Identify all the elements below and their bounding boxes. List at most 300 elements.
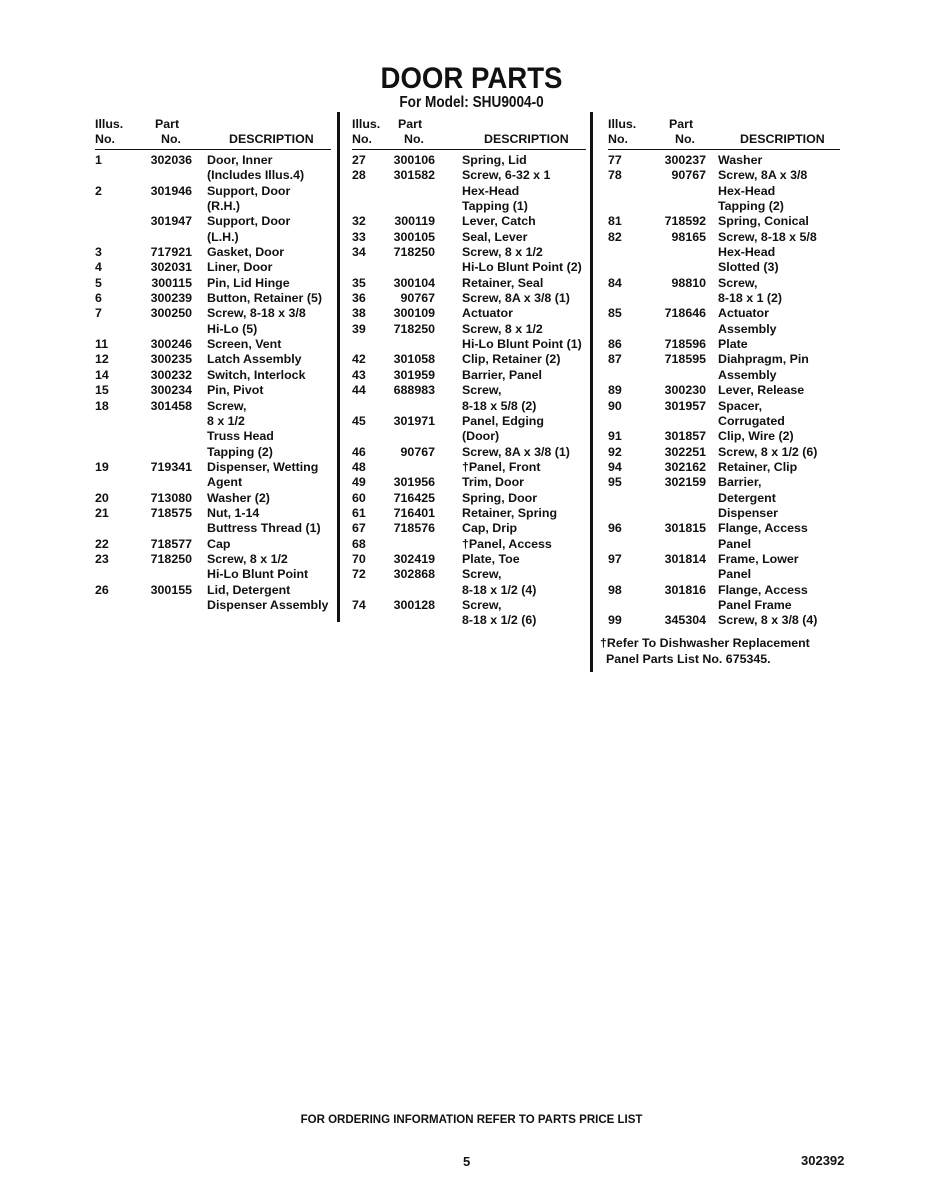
description-line: Clip, Retainer (2)	[462, 352, 561, 367]
header-illus: Illus.	[608, 117, 637, 131]
part-description	[462, 276, 586, 291]
part-number: 302036	[150, 153, 192, 167]
illus-number: 99	[608, 613, 622, 628]
description-line: Seal, Lever	[462, 229, 528, 244]
part-number: 718575	[150, 505, 192, 520]
part-description	[718, 552, 840, 583]
part-description	[207, 399, 331, 460]
part-number: 90767	[400, 291, 435, 306]
illus-number: 92	[608, 444, 622, 459]
description-line: Tapping (2)	[207, 444, 273, 459]
part-description	[462, 521, 586, 536]
table-row	[352, 168, 586, 214]
table-row	[608, 383, 840, 398]
table-row	[608, 214, 840, 229]
part-description	[718, 460, 840, 475]
header-illus: No.	[95, 132, 115, 146]
description-line: Cap	[207, 536, 231, 551]
description-line: Detergent	[718, 490, 776, 505]
part-number: 718576	[393, 521, 435, 536]
header-illus: No.	[608, 132, 628, 146]
part-number: 300128	[393, 597, 435, 612]
part-number: 345304	[664, 613, 706, 628]
table-row	[95, 276, 331, 291]
description-line: Screw, 6-32 x 1	[462, 168, 551, 183]
description-line: Barrier,	[718, 475, 762, 490]
part-number: 300234	[150, 383, 192, 398]
header-description: DESCRIPTION	[740, 132, 825, 146]
illus-number: 3	[95, 245, 102, 260]
table-row	[352, 368, 586, 383]
part-number: 717921	[150, 245, 192, 260]
illus-number: 6	[95, 291, 102, 306]
description-line: Support, Door	[207, 183, 291, 198]
header-part: Part	[398, 117, 423, 131]
part-description	[207, 506, 331, 537]
header-illus: No.	[352, 132, 372, 146]
part-description	[207, 245, 331, 260]
part-number: 718595	[664, 352, 706, 367]
part-number: 300105	[393, 229, 435, 244]
description-line: Spring, Lid	[462, 153, 527, 167]
table-row	[95, 537, 331, 552]
header-part: Part	[155, 117, 180, 131]
table-row	[95, 337, 331, 352]
part-number: 301946	[150, 183, 192, 198]
description-line: Tapping (1)	[462, 199, 528, 214]
description-line: Frame, Lower	[718, 551, 799, 566]
illus-number: 36	[352, 291, 366, 306]
table-row	[608, 168, 840, 214]
illus-number: 4	[95, 260, 102, 275]
part-description	[207, 214, 331, 245]
part-description	[718, 521, 840, 552]
table-row	[352, 521, 586, 536]
document-number: 302392	[801, 1153, 845, 1168]
description-line: Actuator	[462, 306, 513, 321]
part-number: 301857	[664, 429, 706, 444]
part-number: 301957	[664, 398, 706, 413]
description-line: Screw, 8 x 3/8 (4)	[718, 613, 818, 628]
illus-number: 33	[352, 229, 366, 244]
part-description	[462, 552, 586, 567]
part-number: 718646	[664, 306, 706, 321]
footnote	[600, 636, 810, 667]
illus-number: 97	[608, 551, 622, 566]
page-number: 5	[463, 1154, 471, 1169]
illus-number: 77	[608, 153, 622, 167]
part-number: 716425	[393, 490, 435, 505]
part-number: 718596	[664, 337, 706, 352]
illus-number: 44	[352, 383, 366, 398]
part-description	[462, 168, 586, 214]
description-line: Latch Assembly	[207, 352, 302, 367]
part-description	[718, 475, 840, 521]
description-line: Lever, Release	[718, 383, 805, 398]
part-description	[207, 460, 331, 491]
description-line: 8-18 x 1 (2)	[718, 291, 783, 306]
description-line: Clip, Wire (2)	[718, 429, 794, 444]
header-part: Part	[669, 117, 694, 131]
illus-number: 91	[608, 429, 622, 444]
description-line: Screw, 8 x 1/2 (6)	[718, 444, 818, 459]
description-line: Door, Inner	[207, 153, 273, 167]
description-line: Retainer, Clip	[718, 459, 798, 474]
header-part: No.	[161, 132, 181, 146]
description-line: Gasket, Door	[207, 245, 285, 260]
table-row	[95, 460, 331, 491]
part-number: 302251	[664, 444, 706, 459]
description-line: (L.H.)	[207, 229, 239, 244]
description-line: (R.H.)	[207, 199, 241, 214]
part-description	[718, 583, 840, 614]
column-header	[95, 116, 331, 150]
illus-number: 70	[352, 551, 366, 566]
illus-number: 27	[352, 153, 366, 167]
part-description	[462, 214, 586, 229]
part-description	[718, 168, 840, 214]
description-line: Panel	[718, 536, 752, 551]
table-row	[608, 429, 840, 444]
description-line: Screw, 8-18 x 5/8	[718, 229, 817, 244]
description-line: †Panel, Access	[462, 536, 552, 551]
header-part: No.	[404, 132, 424, 146]
part-number: 718250	[393, 321, 435, 336]
description-line: Screw,	[207, 398, 247, 413]
part-number: 300119	[394, 214, 435, 229]
parts-column	[608, 116, 840, 629]
part-number: 302419	[393, 551, 435, 566]
part-description	[718, 613, 840, 628]
illus-number: 61	[352, 505, 366, 520]
column-divider	[590, 112, 593, 672]
illus-number: 84	[608, 275, 622, 290]
part-number: 300115	[151, 275, 192, 290]
part-description	[718, 383, 840, 398]
description-line: 8-18 x 1/2 (4)	[462, 582, 537, 597]
description-line: Retainer, Seal	[462, 275, 544, 290]
part-description	[462, 230, 586, 245]
description-line: Washer (2)	[207, 490, 270, 505]
part-number: 301582	[393, 168, 435, 183]
description-line: Hi-Lo Blunt Point (1)	[462, 337, 582, 352]
illus-number: 1	[95, 153, 102, 167]
description-line: 8-18 x 1/2 (6)	[462, 613, 537, 628]
description-line: Panel Frame	[718, 597, 792, 612]
parts-column	[352, 116, 586, 629]
part-number: 301816	[664, 582, 706, 597]
illus-number: 82	[608, 229, 622, 244]
description-line: (Door)	[462, 429, 500, 444]
header-description: DESCRIPTION	[484, 132, 569, 146]
part-description	[462, 245, 586, 276]
table-row	[352, 475, 586, 490]
part-number: 302868	[393, 567, 435, 582]
table-row	[608, 153, 840, 168]
description-line: Actuator	[718, 306, 769, 321]
table-row	[95, 352, 331, 367]
header-illus: Illus.	[352, 117, 381, 131]
table-row	[352, 567, 586, 598]
part-number: 300250	[150, 306, 192, 321]
description-line: Lever, Catch	[462, 214, 536, 229]
part-description	[207, 368, 331, 383]
description-line: Slotted (3)	[718, 260, 779, 275]
part-description	[207, 583, 331, 614]
description-line: Screw,	[462, 383, 502, 398]
part-number: 301058	[393, 352, 435, 367]
description-line: Tapping (2)	[718, 199, 784, 214]
part-number: 718577	[150, 536, 192, 551]
description-line: Hi-Lo (5)	[207, 321, 258, 336]
part-description	[462, 153, 586, 168]
description-line: Screw, 8 x 1/2	[462, 321, 543, 336]
part-description	[718, 337, 840, 352]
table-row	[95, 291, 331, 306]
illus-number: 35	[352, 275, 366, 290]
part-description	[462, 322, 586, 353]
part-description	[207, 306, 331, 337]
footnote-line: †Refer To Dishwasher Replacement	[600, 636, 810, 650]
table-row	[95, 399, 331, 460]
part-number: 301956	[393, 475, 435, 490]
illus-number: 5	[95, 275, 102, 290]
part-description	[718, 214, 840, 229]
description-line: Screw,	[462, 597, 502, 612]
illus-number: 2	[95, 183, 102, 198]
table-row	[608, 306, 840, 337]
part-description	[207, 491, 331, 506]
footnote-line: Panel Parts List No. 675345.	[606, 651, 771, 666]
illus-number: 81	[608, 214, 622, 229]
part-number: 718250	[150, 551, 192, 566]
ordering-note: FOR ORDERING INFORMATION REFER TO PARTS PRICE LIST	[300, 1114, 643, 1126]
description-line: 8-18 x 5/8 (2)	[462, 398, 537, 413]
column-header	[352, 116, 586, 150]
illus-number: 15	[95, 383, 109, 398]
description-line: Hi-Lo Blunt Point (2)	[462, 260, 582, 275]
description-line: Cap, Drip	[462, 521, 518, 536]
column-divider	[337, 112, 340, 622]
illus-number: 39	[352, 321, 366, 336]
part-description	[462, 491, 586, 506]
description-line: Plate	[718, 337, 748, 352]
table-row	[608, 613, 840, 628]
description-line: Dispenser, Wetting	[207, 459, 319, 474]
part-number: 301814	[664, 551, 706, 566]
illus-number: 28	[352, 168, 366, 183]
description-line: Screen, Vent	[207, 337, 282, 352]
illus-number: 32	[352, 214, 366, 229]
part-description	[207, 552, 331, 583]
description-line: Screw, 8 x 1/2	[207, 551, 288, 566]
table-row	[352, 414, 586, 445]
part-description	[462, 352, 586, 367]
part-number: 300239	[150, 291, 192, 306]
part-description	[718, 306, 840, 337]
part-description	[462, 506, 586, 521]
table-row	[352, 491, 586, 506]
table-row	[95, 214, 331, 245]
part-number: 301458	[150, 398, 192, 413]
table-row	[352, 322, 586, 353]
description-line: Support, Door	[207, 214, 291, 229]
part-number: 302162	[664, 459, 706, 474]
part-description	[718, 230, 840, 276]
part-description	[462, 567, 586, 598]
part-description	[462, 414, 586, 445]
illus-number: 11	[95, 337, 109, 352]
illus-number: 42	[352, 352, 366, 367]
table-row	[95, 491, 331, 506]
part-number: 300232	[150, 367, 192, 382]
table-row	[608, 276, 840, 307]
part-description	[207, 153, 331, 184]
description-line: Switch, Interlock	[207, 367, 306, 382]
part-number: 300104	[393, 275, 435, 290]
part-description	[207, 537, 331, 552]
description-line: Screw,	[718, 275, 758, 290]
table-row	[352, 552, 586, 567]
illus-number: 98	[608, 582, 622, 597]
description-line: Pin, Lid Hinge	[207, 275, 290, 290]
part-description	[207, 276, 331, 291]
part-description	[462, 460, 586, 475]
illus-number: 7	[95, 306, 102, 321]
illus-number: 60	[352, 490, 366, 505]
description-line: Buttress Thread (1)	[207, 521, 321, 536]
table-row	[352, 506, 586, 521]
description-line: Flange, Access	[718, 582, 808, 597]
part-description	[462, 291, 586, 306]
illus-number: 34	[352, 245, 366, 260]
illus-number: 23	[95, 551, 109, 566]
description-line: Screw, 8-18 x 3/8	[207, 306, 306, 321]
table-row	[95, 153, 331, 184]
illus-number: 85	[608, 306, 622, 321]
description-line: Diahpragm, Pin	[718, 352, 809, 367]
illus-number: 48	[352, 459, 366, 474]
illus-number: 14	[95, 367, 109, 382]
description-line: Nut, 1-14	[207, 505, 260, 520]
table-row	[608, 230, 840, 276]
table-row	[352, 445, 586, 460]
illus-number: 49	[352, 475, 366, 490]
table-row	[95, 184, 331, 215]
part-number: 718250	[393, 245, 435, 260]
table-row	[95, 552, 331, 583]
description-line: Hex-Head	[718, 245, 776, 260]
description-line: Flange, Access	[718, 521, 808, 536]
illus-number: 18	[95, 398, 109, 413]
table-row	[352, 214, 586, 229]
description-line: Barrier, Panel	[462, 367, 542, 382]
illus-number: 72	[352, 567, 366, 582]
part-description	[718, 276, 840, 307]
description-line: Spring, Conical	[718, 214, 809, 229]
description-line: Retainer, Spring	[462, 505, 558, 520]
part-description	[718, 352, 840, 383]
part-description	[462, 537, 586, 552]
illus-number: 19	[95, 459, 109, 474]
description-line: Spring, Door	[462, 490, 538, 505]
description-line: Dispenser	[718, 505, 778, 520]
description-line: Screw,	[462, 567, 502, 582]
table-row	[352, 383, 586, 414]
illus-number: 68	[352, 536, 366, 551]
part-number: 300230	[664, 383, 706, 398]
table-row	[95, 583, 331, 614]
description-line: Assembly	[718, 367, 777, 382]
table-row	[608, 521, 840, 552]
table-row	[352, 153, 586, 168]
part-number: 300155	[150, 582, 192, 597]
description-line: Screw, 8A x 3/8	[718, 168, 808, 183]
part-description	[207, 337, 331, 352]
part-number: 302031	[150, 260, 192, 275]
part-number: 301971	[393, 413, 435, 428]
description-line: Washer	[718, 153, 763, 167]
part-number: 300246	[150, 337, 192, 352]
description-line: Screw, 8 x 1/2	[462, 245, 543, 260]
table-row	[352, 352, 586, 367]
table-row	[95, 306, 331, 337]
part-number: 718592	[664, 214, 706, 229]
illus-number: 86	[608, 337, 622, 352]
table-row	[608, 445, 840, 460]
part-number: 300109	[393, 306, 435, 321]
table-row	[608, 460, 840, 475]
table-row	[352, 306, 586, 321]
part-description	[462, 368, 586, 383]
part-number: 713080	[150, 490, 192, 505]
table-row	[95, 260, 331, 275]
illus-number: 46	[352, 444, 366, 459]
part-number: 90767	[400, 444, 435, 459]
model-subtitle: For Model: SHU9004-0	[399, 94, 544, 111]
part-description	[718, 445, 840, 460]
illus-number: 38	[352, 306, 366, 321]
description-line: 8 x 1/2	[207, 413, 245, 428]
description-line: Spacer,	[718, 398, 763, 413]
part-number: 688983	[393, 383, 435, 398]
description-line: Truss Head	[207, 429, 274, 444]
table-row	[95, 245, 331, 260]
part-number: 98810	[671, 275, 706, 290]
description-line: (Includes Illus.4)	[207, 168, 305, 183]
illus-number: 87	[608, 352, 622, 367]
description-line: Hex-Head	[462, 183, 520, 198]
part-description	[207, 184, 331, 215]
description-line: †Panel, Front	[462, 459, 541, 474]
description-line: Plate, Toe	[462, 551, 520, 566]
description-line: Assembly	[718, 321, 777, 336]
table-row	[352, 276, 586, 291]
part-number: 716401	[393, 505, 435, 520]
table-row	[608, 475, 840, 521]
illus-number: 22	[95, 536, 109, 551]
part-number: 300237	[664, 153, 706, 167]
part-description	[462, 445, 586, 460]
illus-number: 95	[608, 475, 622, 490]
illus-number: 74	[352, 597, 366, 612]
part-description	[462, 306, 586, 321]
part-description	[207, 352, 331, 367]
part-number: 90767	[671, 168, 706, 183]
description-line: Agent	[207, 475, 243, 490]
parts-column	[95, 116, 331, 613]
description-line: Hi-Lo Blunt Point	[207, 567, 309, 582]
